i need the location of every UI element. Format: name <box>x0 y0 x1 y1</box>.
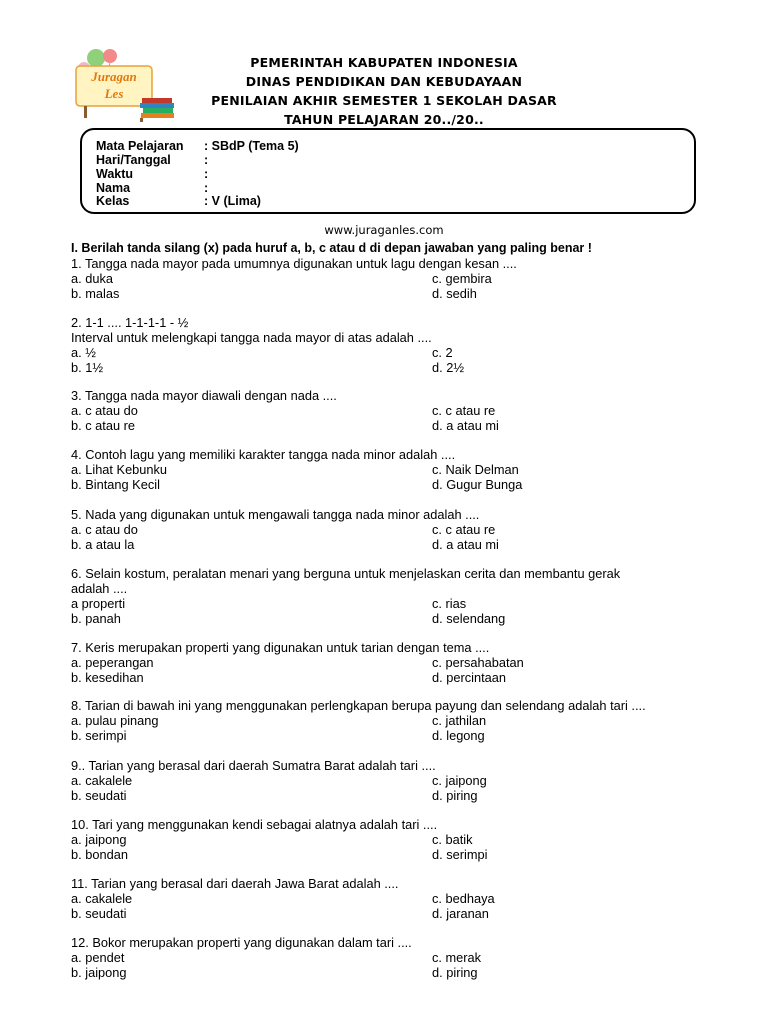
answer-options <box>71 462 523 492</box>
question-12 <box>71 935 482 980</box>
option-c: c. c atau re <box>432 403 496 418</box>
option-b: b. a atau la <box>71 537 135 552</box>
option-a: a. ½ <box>71 345 96 360</box>
info-label: Mata Pelajaran <box>96 139 184 153</box>
question-4 <box>71 447 523 492</box>
option-b: b. Bintang Kecil <box>71 477 160 492</box>
info-label: Waktu <box>96 167 134 181</box>
answer-options <box>71 345 465 375</box>
option-b: b. seudati <box>71 788 127 803</box>
option-c: c. jaipong <box>432 773 487 788</box>
question-1 <box>71 256 517 301</box>
option-b: b. malas <box>71 286 120 301</box>
info-value: : <box>204 167 209 181</box>
question-3 <box>71 388 499 433</box>
question-text: 3. Tangga nada mayor diawali dengan nada .... <box>71 388 337 403</box>
option-a: a properti <box>71 596 126 611</box>
option-a: a. jaipong <box>71 832 127 847</box>
option-c: c. gembira <box>432 271 492 286</box>
question-2 <box>71 315 465 375</box>
question-7 <box>71 640 524 685</box>
question-6 <box>71 566 620 626</box>
answer-options <box>71 271 517 301</box>
question-9 <box>71 758 487 803</box>
option-b: b. 1½ <box>71 360 104 375</box>
option-b: b. jaipong <box>71 965 127 980</box>
option-a: a. c atau do <box>71 522 138 537</box>
answer-options <box>71 522 499 552</box>
answer-options <box>71 596 620 626</box>
info-label: Hari/Tanggal <box>96 153 171 167</box>
question-text-2: adalah .... <box>71 581 128 596</box>
option-a: a. c atau do <box>71 403 138 418</box>
option-a: a. duka <box>71 271 113 286</box>
info-row-time <box>96 167 208 181</box>
question-8 <box>71 698 646 743</box>
heading-line-1: PEMERINTAH KABUPATEN INDONESIA <box>250 55 518 70</box>
answer-options <box>71 832 488 862</box>
option-c: c. batik <box>432 832 473 847</box>
heading-line-3: PENILAIAN AKHIR SEMESTER 1 SEKOLAH DASAR <box>211 93 557 108</box>
option-a: a. pulau pinang <box>71 713 159 728</box>
svg-text:Les: Les <box>104 86 124 101</box>
option-d: d. Gugur Bunga <box>432 477 523 492</box>
answer-options <box>71 655 524 685</box>
option-d: d. a atau mi <box>432 418 499 433</box>
answer-options <box>71 773 487 803</box>
document-header <box>0 0 768 130</box>
info-row-name <box>96 181 208 195</box>
info-value: : V (Lima) <box>204 194 261 208</box>
question-text: 7. Keris merupakan properti yang digunakan untuk tarian dengan tema .... <box>71 640 490 655</box>
option-b: b. serimpi <box>71 728 127 743</box>
option-a: a. Lihat Kebunku <box>71 462 168 477</box>
info-row-date <box>96 153 208 167</box>
question-text: 10. Tari yang menggunakan kendi sebagai alatnya adalah tari .... <box>71 817 438 832</box>
option-d: d. sedih <box>432 286 477 301</box>
info-row-subject <box>96 139 299 153</box>
info-value: : <box>204 153 209 167</box>
option-d: d. piring <box>432 965 478 980</box>
option-a: a. cakalele <box>71 891 133 906</box>
option-b: b. c atau re <box>71 418 136 433</box>
question-5 <box>71 507 499 552</box>
question-text: 4. Contoh lagu yang memiliki karakter tangga nada minor adalah .... <box>71 447 456 462</box>
option-c: c. Naik Delman <box>432 462 519 477</box>
question-text: 12. Bokor merupakan properti yang digunakan dalam tari .... <box>71 935 412 950</box>
option-c: c. rias <box>432 596 467 611</box>
option-c: c. jathilan <box>432 713 487 728</box>
heading-line-2: DINAS PENDIDIKAN DAN KEBUDAYAAN <box>245 74 523 89</box>
option-d: d. piring <box>432 788 478 803</box>
heading-line-4: TAHUN PELAJARAN 20../20.. <box>284 112 484 127</box>
option-b: b. panah <box>71 611 121 626</box>
question-text: 9.. Tarian yang berasal dari daerah Sumatra Barat adalah tari .... <box>71 758 436 773</box>
option-b: b. kesedihan <box>71 670 144 685</box>
option-a: a. peperangan <box>71 655 154 670</box>
option-d: d. a atau mi <box>432 537 499 552</box>
option-b: b. bondan <box>71 847 128 862</box>
option-d: d. 2½ <box>432 360 465 375</box>
svg-text:Juragan: Juragan <box>91 69 137 84</box>
option-d: d. selendang <box>432 611 506 626</box>
answer-options <box>71 950 482 980</box>
option-a: a. cakalele <box>71 773 133 788</box>
answer-options <box>71 403 499 433</box>
option-a: a. pendet <box>71 950 125 965</box>
heading-block <box>0 53 768 129</box>
answer-options <box>71 713 646 743</box>
question-text: 6. Selain kostum, peralatan menari yang berguna untuk menjelaskan cerita dan membantu gerak <box>71 566 621 581</box>
question-text-2: Interval untuk melengkapi tangga nada mayor di atas adalah .... <box>71 330 432 345</box>
option-d: d. serimpi <box>432 847 488 862</box>
question-10 <box>71 817 488 862</box>
question-11 <box>71 876 495 921</box>
option-c: c. merak <box>432 950 482 965</box>
option-d: d. jaranan <box>432 906 489 921</box>
student-info-box <box>80 128 696 214</box>
website-url: www.juraganles.com <box>324 223 444 237</box>
section-instruction: I. Berilah tanda silang (x) pada huruf a, b, c atau d di depan jawaban yang paling benar ! <box>71 241 592 255</box>
info-label: Nama <box>96 181 131 195</box>
option-c: c. 2 <box>432 345 453 360</box>
info-value: : <box>204 181 209 195</box>
question-text: 5. Nada yang digunakan untuk mengawali tangga nada minor adalah .... <box>71 507 480 522</box>
option-d: d. percintaan <box>432 670 506 685</box>
question-text: 8. Tarian di bawah ini yang menggunakan perlengkapan berupa payung dan selendang adalah tari .... <box>71 698 646 713</box>
option-b: b. seudati <box>71 906 127 921</box>
answer-options <box>71 891 495 921</box>
option-d: d. legong <box>432 728 485 743</box>
info-row-class <box>96 194 261 208</box>
option-c: c. persahabatan <box>432 655 524 670</box>
info-label: Kelas <box>96 194 130 208</box>
option-c: c. bedhaya <box>432 891 495 906</box>
info-value: : SBdP (Tema 5) <box>204 139 299 153</box>
question-text: 2. 1-1 .... 1-1-1-1 - ½ <box>71 315 189 330</box>
question-text: 11. Tarian yang berasal dari daerah Jawa Barat adalah .... <box>71 876 399 891</box>
question-text: 1. Tangga nada mayor pada umumnya digunakan untuk lagu dengan kesan .... <box>71 256 517 271</box>
option-c: c. c atau re <box>432 522 496 537</box>
